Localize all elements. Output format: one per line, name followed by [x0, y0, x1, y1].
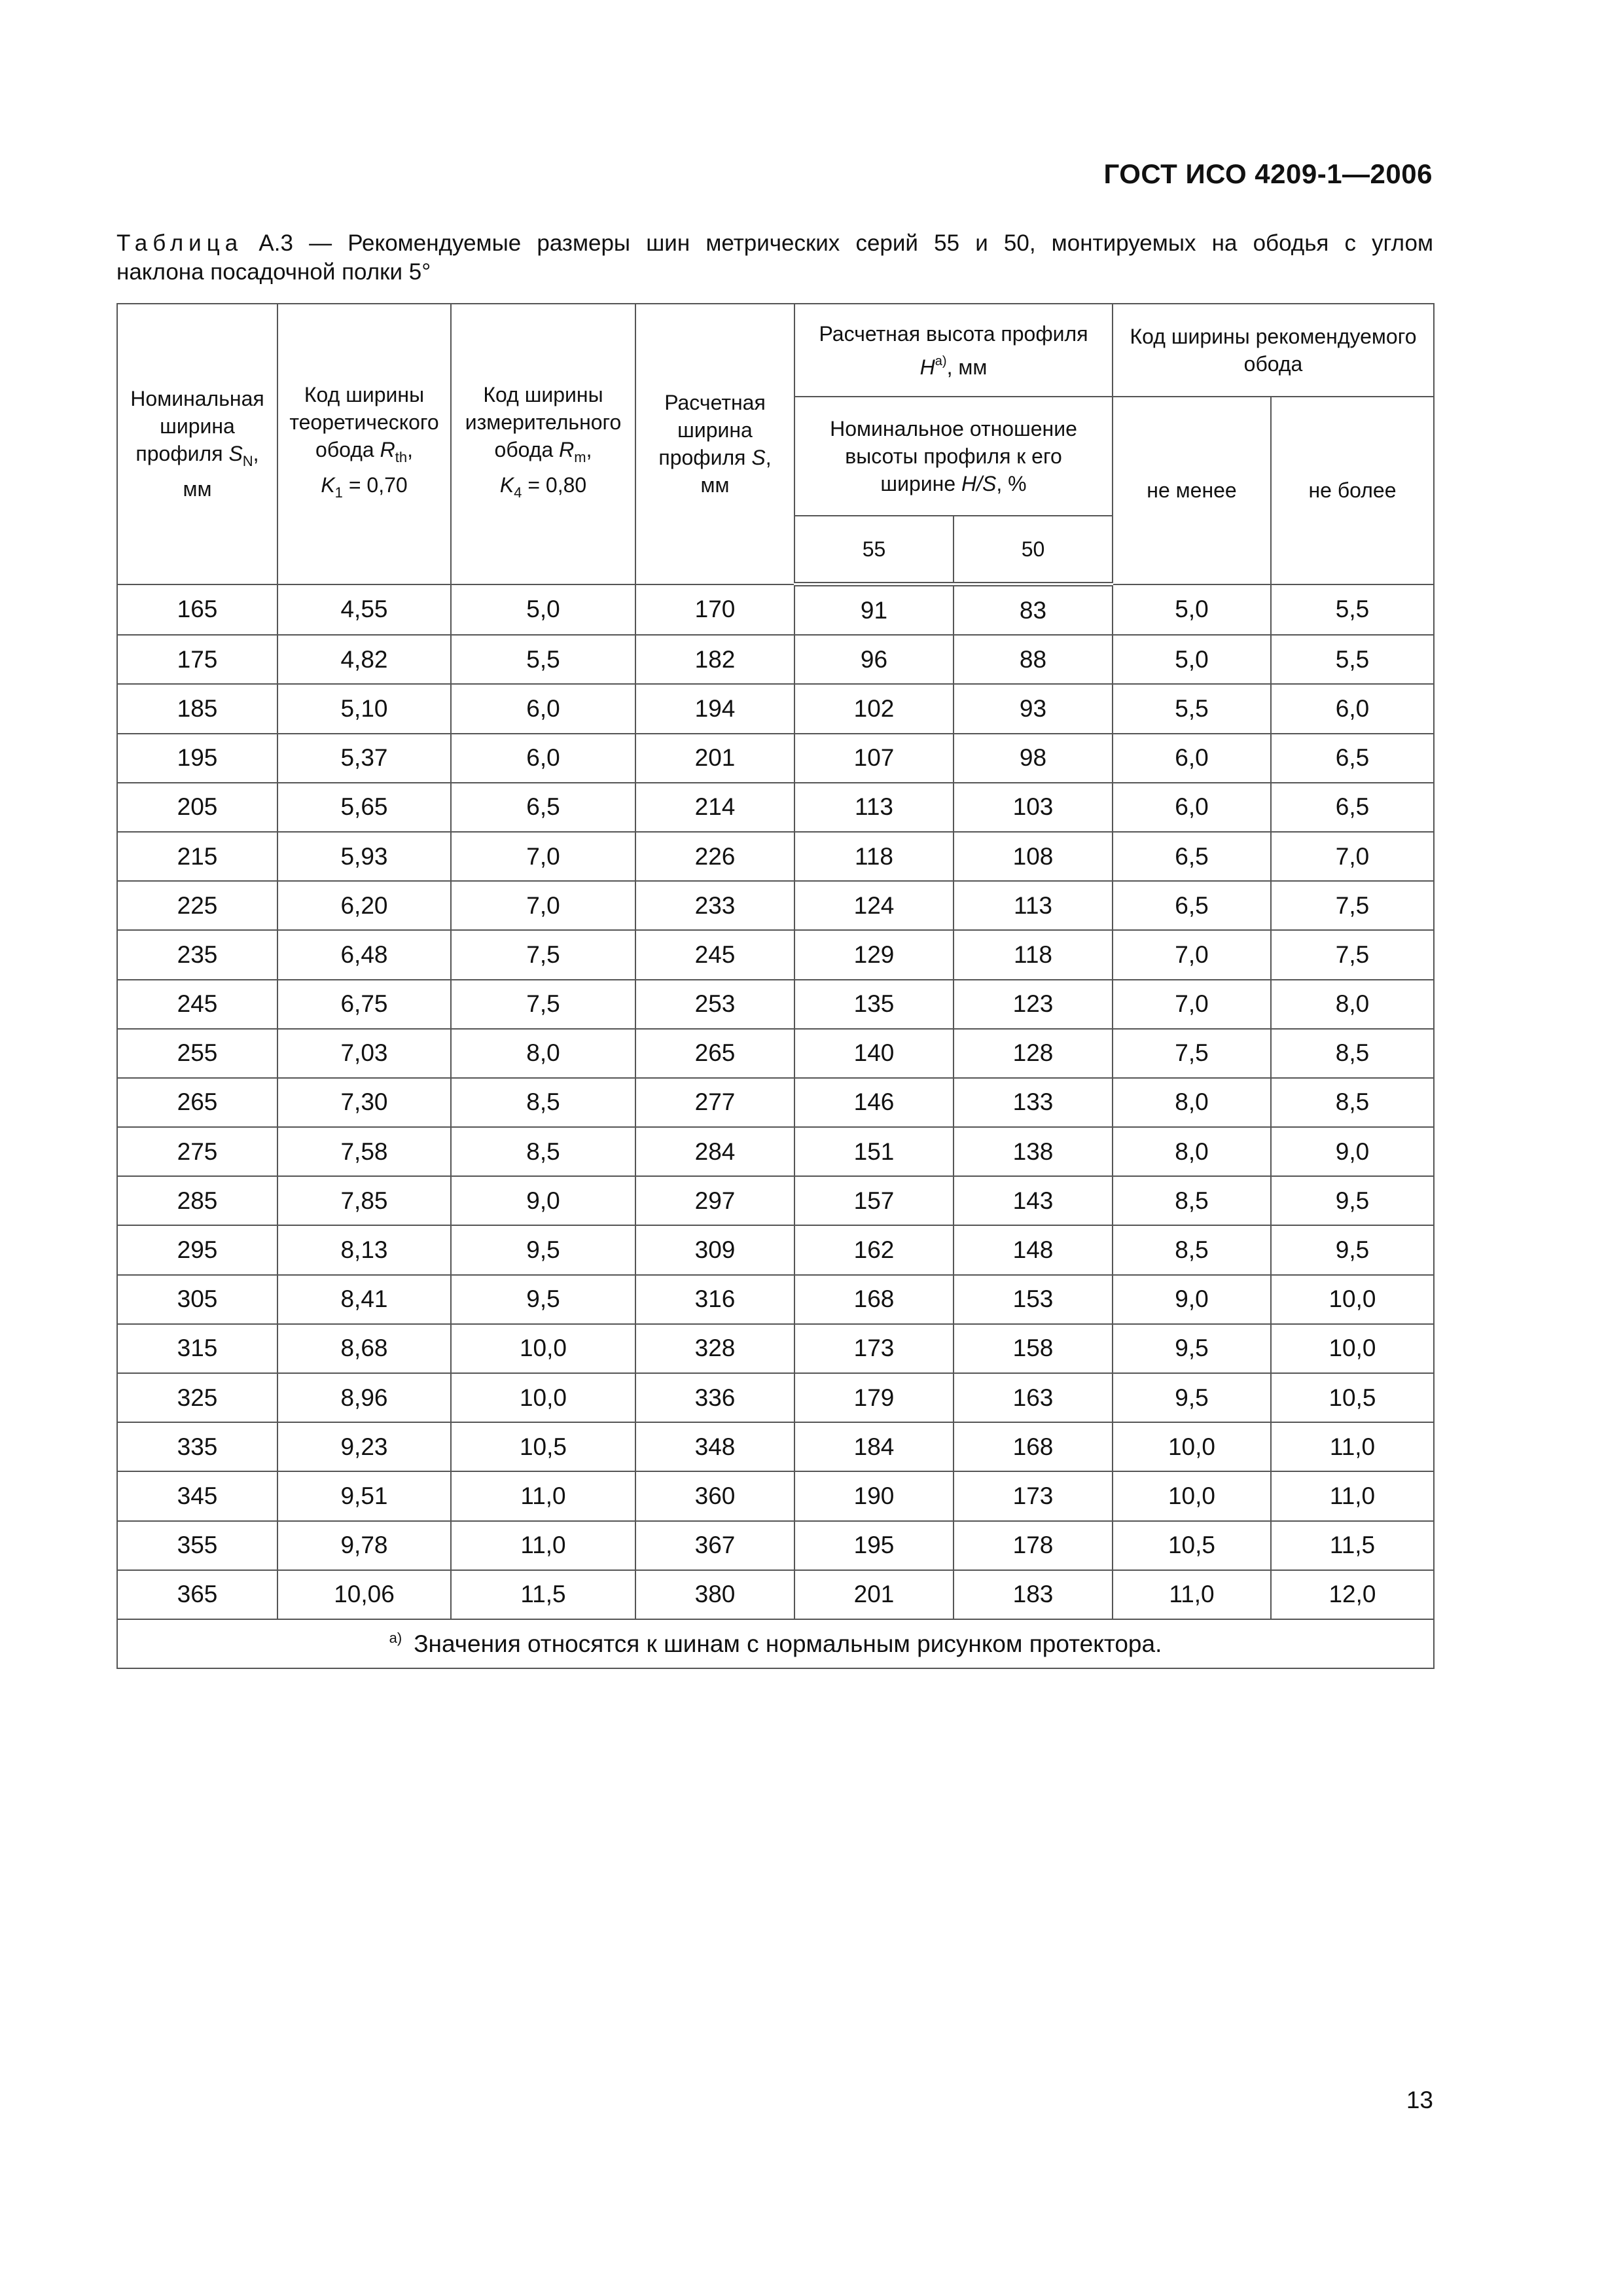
table-cell: 178 [954, 1521, 1113, 1570]
table-cell: 328 [635, 1324, 794, 1373]
table-cell: 183 [954, 1570, 1113, 1619]
table-cell: 5,5 [451, 635, 635, 684]
table-row [117, 1127, 1434, 1176]
table-cell: 143 [954, 1176, 1113, 1225]
table-cell: 7,0 [1113, 980, 1271, 1029]
table-cell: 275 [117, 1127, 277, 1176]
table-cell: 201 [635, 734, 794, 783]
header-nominal-width: Номинальная ширина профиля $S_N$, мм [117, 304, 277, 584]
header-measuring-rim-code: Код ширины измерительного обода $R_m$, $K_4 = 0,80$ [451, 304, 635, 584]
table-cell: 367 [635, 1521, 794, 1570]
table-cell: 8,41 [277, 1275, 451, 1324]
table-cell: 325 [117, 1373, 277, 1422]
table-cell: 123 [954, 980, 1113, 1029]
table-row [117, 1176, 1434, 1225]
table-cell: 113 [954, 881, 1113, 930]
table-cell: 10,06 [277, 1570, 451, 1619]
table-cell: 5,5 [1113, 684, 1271, 733]
table-cell: 9,23 [277, 1422, 451, 1471]
table-cell: 7,0 [451, 881, 635, 930]
table-cell: 157 [794, 1176, 954, 1225]
table-cell: 7,5 [451, 980, 635, 1029]
table-cell: 151 [794, 1127, 954, 1176]
table-cell: 103 [954, 783, 1113, 832]
table-cell: 265 [635, 1029, 794, 1078]
table-cell: 10,5 [1271, 1373, 1434, 1422]
table-cell: 5,0 [451, 584, 635, 636]
table-cell: 10,0 [451, 1373, 635, 1422]
table-cell: 9,5 [1113, 1324, 1271, 1373]
header-design-height: Расчетная высота профиля $H^{а)}$, мм [794, 304, 1113, 397]
table-cell: 253 [635, 980, 794, 1029]
header-design-width: Расчетная ширина профиля S, мм [635, 304, 794, 584]
caption-label: Таблица [116, 230, 243, 256]
table-row [117, 1324, 1434, 1373]
table-row [117, 734, 1434, 783]
table-cell: 98 [954, 734, 1113, 783]
table-cell: 245 [117, 980, 277, 1029]
table-cell: 5,0 [1113, 584, 1271, 636]
table-row [117, 1275, 1434, 1324]
table-cell: 336 [635, 1373, 794, 1422]
table-cell: 7,5 [1271, 881, 1434, 930]
table-row [117, 832, 1434, 881]
table-cell: 226 [635, 832, 794, 881]
table-cell: 5,5 [1271, 635, 1434, 684]
table-row [117, 1225, 1434, 1274]
table-cell: 8,5 [1271, 1078, 1434, 1127]
table-cell: 195 [117, 734, 277, 783]
table-cell: 245 [635, 930, 794, 979]
table-row [117, 584, 1434, 636]
header-series-50: 50 [954, 516, 1113, 584]
caption-text-line2: наклона посадочной полки 5° [116, 259, 431, 285]
table-cell: 305 [117, 1275, 277, 1324]
table-cell: 124 [794, 881, 954, 930]
table-cell: 6,5 [1271, 734, 1434, 783]
table-row [117, 635, 1434, 684]
table-cell: 8,96 [277, 1373, 451, 1422]
table-cell: 93 [954, 684, 1113, 733]
table-row [117, 881, 1434, 930]
table-row [117, 783, 1434, 832]
table-cell: 8,0 [1113, 1127, 1271, 1176]
table-cell: 118 [954, 930, 1113, 979]
table-cell: 365 [117, 1570, 277, 1619]
table-cell: 235 [117, 930, 277, 979]
table-cell: 5,37 [277, 734, 451, 783]
footnote-mark: а) [389, 1630, 402, 1647]
table-row [117, 1029, 1434, 1078]
table-cell: 284 [635, 1127, 794, 1176]
table-cell: 140 [794, 1029, 954, 1078]
footnote-text: Значения относятся к шинам с нормальным рисунком протектора. [414, 1630, 1162, 1658]
table-cell: 153 [954, 1275, 1113, 1324]
table-cell: 129 [794, 930, 954, 979]
document-id: ГОСТ ИСО 4209-1—2006 [1103, 158, 1433, 189]
table-cell: 6,0 [1271, 684, 1434, 733]
table-row [117, 930, 1434, 979]
table-cell: 190 [794, 1471, 954, 1520]
table-cell: 4,55 [277, 584, 451, 636]
header-series-55: 55 [794, 516, 954, 584]
table-row [117, 1471, 1434, 1520]
table-body [117, 584, 1434, 1619]
table-cell: 309 [635, 1225, 794, 1274]
table-cell: 10,5 [1113, 1521, 1271, 1570]
table-cell: 6,5 [1113, 881, 1271, 930]
table-cell: 5,0 [1113, 635, 1271, 684]
table-cell: 335 [117, 1422, 277, 1471]
table-cell: 9,51 [277, 1471, 451, 1520]
table-cell: 297 [635, 1176, 794, 1225]
table-cell: 9,5 [451, 1275, 635, 1324]
table-cell: 265 [117, 1078, 277, 1127]
table-cell: 345 [117, 1471, 277, 1520]
table-row [117, 1373, 1434, 1422]
table-cell: 9,78 [277, 1521, 451, 1570]
table-cell: 5,5 [1271, 584, 1434, 636]
table-row [117, 1078, 1434, 1127]
table-cell: 8,0 [1271, 980, 1434, 1029]
table-cell: 168 [794, 1275, 954, 1324]
table-cell: 355 [117, 1521, 277, 1570]
table-cell: 168 [954, 1422, 1113, 1471]
table-cell: 7,5 [1113, 1029, 1271, 1078]
table-cell: 7,0 [1271, 832, 1434, 881]
table-cell: 201 [794, 1570, 954, 1619]
table-cell: 10,5 [451, 1422, 635, 1471]
table-cell: 7,03 [277, 1029, 451, 1078]
table-cell: 380 [635, 1570, 794, 1619]
table-cell: 348 [635, 1422, 794, 1471]
table-cell: 170 [635, 584, 794, 636]
header-rim-max: не более [1271, 397, 1434, 584]
table-cell: 6,5 [451, 783, 635, 832]
table-cell: 9,5 [1271, 1225, 1434, 1274]
table-row [117, 1570, 1434, 1619]
table-cell: 7,0 [1113, 930, 1271, 979]
table-cell: 225 [117, 881, 277, 930]
table-cell: 7,30 [277, 1078, 451, 1127]
table-cell: 148 [954, 1225, 1113, 1274]
table-cell: 5,93 [277, 832, 451, 881]
caption-text-line1: — Рекомендуемые размеры шин метрических серий 55 и 50, монтируемых на ободья с углом [309, 230, 1434, 256]
table-cell: 10,0 [1271, 1275, 1434, 1324]
page-number: 13 [1406, 2087, 1433, 2113]
table-cell: 7,0 [451, 832, 635, 881]
table-caption [116, 229, 1433, 258]
table-cell: 11,0 [1271, 1471, 1434, 1520]
table-cell: 9,0 [1113, 1275, 1271, 1324]
footnote [117, 1619, 1434, 1668]
table-cell: 8,5 [1113, 1176, 1271, 1225]
table-cell: 10,0 [1271, 1324, 1434, 1373]
table-cell: 9,0 [451, 1176, 635, 1225]
table-cell: 162 [794, 1225, 954, 1274]
table-cell: 11,0 [1271, 1422, 1434, 1471]
table-cell: 173 [794, 1324, 954, 1373]
table-cell: 9,5 [451, 1225, 635, 1274]
table-cell: 8,5 [451, 1078, 635, 1127]
table-cell: 135 [794, 980, 954, 1029]
table-cell: 215 [117, 832, 277, 881]
table-cell: 173 [954, 1471, 1113, 1520]
table-cell: 6,5 [1113, 832, 1271, 881]
table-cell: 205 [117, 783, 277, 832]
table-cell: 6,5 [1271, 783, 1434, 832]
header-rim-min: не менее [1113, 397, 1271, 584]
table-cell: 10,0 [451, 1324, 635, 1373]
table-cell: 6,48 [277, 930, 451, 979]
table-cell: 88 [954, 635, 1113, 684]
table-cell: 6,0 [451, 734, 635, 783]
table-cell: 128 [954, 1029, 1113, 1078]
table-cell: 146 [794, 1078, 954, 1127]
table-cell: 133 [954, 1078, 1113, 1127]
table-cell: 9,5 [1271, 1176, 1434, 1225]
header-aspect-ratio: Номинальное отношение высоты профиля к его ширине H/S, % [794, 397, 1113, 516]
tire-size-table [116, 303, 1435, 1669]
table-cell: 8,0 [1113, 1078, 1271, 1127]
table-cell: 11,0 [451, 1471, 635, 1520]
table-cell: 163 [954, 1373, 1113, 1422]
table-cell: 91 [794, 584, 954, 636]
table-cell: 83 [954, 584, 1113, 636]
table-cell: 255 [117, 1029, 277, 1078]
table-cell: 11,0 [451, 1521, 635, 1570]
table-cell: 8,5 [1271, 1029, 1434, 1078]
table-cell: 12,0 [1271, 1570, 1434, 1619]
table-cell: 315 [117, 1324, 277, 1373]
table-row [117, 684, 1434, 733]
table-cell: 11,5 [1271, 1521, 1434, 1570]
table-cell: 9,0 [1271, 1127, 1434, 1176]
table-cell: 8,13 [277, 1225, 451, 1274]
table-cell: 165 [117, 584, 277, 636]
table-cell: 182 [635, 635, 794, 684]
table-cell: 96 [794, 635, 954, 684]
table-cell: 108 [954, 832, 1113, 881]
table-cell: 295 [117, 1225, 277, 1274]
table-cell: 233 [635, 881, 794, 930]
table-cell: 102 [794, 684, 954, 733]
table-cell: 5,10 [277, 684, 451, 733]
table-cell: 6,0 [451, 684, 635, 733]
table-row [117, 1422, 1434, 1471]
table-cell: 6,20 [277, 881, 451, 930]
header-theoretical-rim-code: Код ширины теоретического обода $R_{th}$, $K_1 = 0,70$ [277, 304, 451, 584]
table-cell: 7,85 [277, 1176, 451, 1225]
table-cell: 195 [794, 1521, 954, 1570]
table-cell: 179 [794, 1373, 954, 1422]
table-cell: 8,68 [277, 1324, 451, 1373]
table-cell: 184 [794, 1422, 954, 1471]
table-cell: 7,5 [451, 930, 635, 979]
table-cell: 138 [954, 1127, 1113, 1176]
table-row [117, 1521, 1434, 1570]
table-cell: 6,75 [277, 980, 451, 1029]
table-cell: 7,58 [277, 1127, 451, 1176]
footnote-row [117, 1619, 1434, 1668]
table-cell: 175 [117, 635, 277, 684]
table-cell: 11,5 [451, 1570, 635, 1619]
table-cell: 316 [635, 1275, 794, 1324]
table-cell: 113 [794, 783, 954, 832]
table-cell: 4,82 [277, 635, 451, 684]
table-cell: 11,0 [1113, 1570, 1271, 1619]
table-cell: 6,0 [1113, 734, 1271, 783]
table-cell: 10,0 [1113, 1422, 1271, 1471]
table-row [117, 980, 1434, 1029]
table-cell: 185 [117, 684, 277, 733]
table-cell: 8,5 [451, 1127, 635, 1176]
table-cell: 5,65 [277, 783, 451, 832]
table-cell: 10,0 [1113, 1471, 1271, 1520]
table-cell: 158 [954, 1324, 1113, 1373]
table-cell: 118 [794, 832, 954, 881]
table-cell: 8,5 [1113, 1225, 1271, 1274]
table-cell: 6,0 [1113, 783, 1271, 832]
table-cell: 194 [635, 684, 794, 733]
table-cell: 7,5 [1271, 930, 1434, 979]
caption-number: А.3 [259, 230, 293, 256]
header-recommended-rim-code: Код ширины рекомендуемого обода [1113, 304, 1434, 397]
table-cell: 214 [635, 783, 794, 832]
table-cell: 9,5 [1113, 1373, 1271, 1422]
table-cell: 8,0 [451, 1029, 635, 1078]
table-cell: 360 [635, 1471, 794, 1520]
table-cell: 277 [635, 1078, 794, 1127]
table-cell: 285 [117, 1176, 277, 1225]
table-cell: 107 [794, 734, 954, 783]
